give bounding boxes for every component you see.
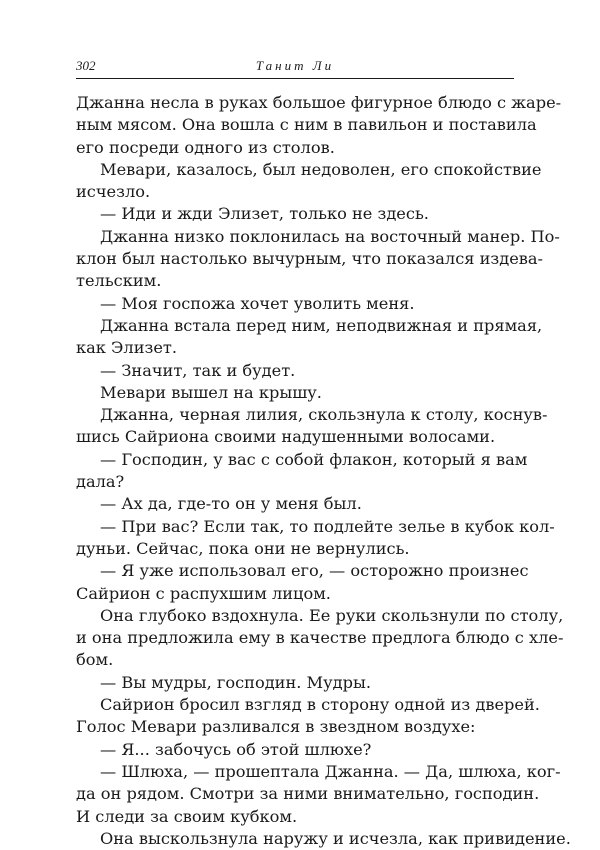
text-line: Джанна несла в руках большое фигурное блюдо с жаре- <box>76 93 562 112</box>
text-line: Джанна низко поклонилась на восточный манер. По- <box>100 226 560 246</box>
text-line: Сайрион бросил взгляд в сторону одной из дверей. <box>100 695 540 715</box>
text-line: шись Сайриона своими надушенными волосами. <box>76 427 496 447</box>
text-line: — При вас? Если так, то подлейте зелье в кубок кол- <box>100 516 555 536</box>
text-line: — Я... забочусь об этой шлюхе? <box>100 739 372 759</box>
text-line: Джанна встала перед ним, неподвижная и прямая, <box>100 315 543 335</box>
text-line: его посреди одного из столов. <box>76 137 335 157</box>
text-line: — Господин, у вас с собой флакон, который я вам <box>100 449 528 469</box>
text-line: — Вы мудры, господин. Мудры. <box>100 672 371 692</box>
text-line: — Иди и жди Элизет, только не здесь. <box>100 204 429 224</box>
text-line: бом. <box>76 650 114 670</box>
text-line: Джанна, черная лилия, скользнула к столу, коснув- <box>100 405 548 425</box>
page-number: 302 <box>76 58 96 73</box>
text-line: Голос Мевари разливался в звездном воздухе: <box>76 717 476 737</box>
header-rule <box>76 78 514 79</box>
text-line: Мевари, казалось, был недоволен, его спокойствие <box>100 159 542 179</box>
text-line: и она предложила ему в качестве предлога блюдо с хле- <box>76 628 564 648</box>
text-line: исчезло. <box>76 182 151 202</box>
text-line: Мевари вышел на крышу. <box>100 382 322 402</box>
text-line: Она выскользнула наружу и исчезла, как привидение. <box>100 828 571 848</box>
running-header <box>76 58 514 76</box>
text-line: — Ах да, где-то он у меня был. <box>100 494 362 514</box>
text-line: — Моя госпожа хочет уволить меня. <box>100 293 415 313</box>
text-line: — Значит, так и будет. <box>100 360 296 380</box>
text-line: — Я уже использовал его, — осторожно произнес <box>100 561 529 581</box>
text-line: тельским. <box>76 271 162 291</box>
text-line: клон был настолько вычурным, что показался издева- <box>76 249 544 269</box>
body-text <box>76 92 571 850</box>
text-line: дала? <box>76 472 125 492</box>
text-line: И следи за своим кубком. <box>76 806 298 826</box>
text-line: дуньи. Сейчас, пока они не вернулись. <box>76 538 410 558</box>
text-line: — Шлюха, — прошептала Джанна. — Да, шлюха, ког- <box>100 761 561 781</box>
text-line: как Элизет. <box>76 338 177 358</box>
text-line: Сайрион с распухшим лицом. <box>76 583 331 603</box>
text-line: Она глубоко вздохнула. Ее руки скользнули по столу, <box>100 605 564 625</box>
running-title: Танит Ли <box>255 58 335 73</box>
text-line: ным мясом. Она вошла с ним в павильон и поставила <box>76 115 537 135</box>
text-line: да он рядом. Смотри за ними внимательно, господин. <box>76 784 540 804</box>
